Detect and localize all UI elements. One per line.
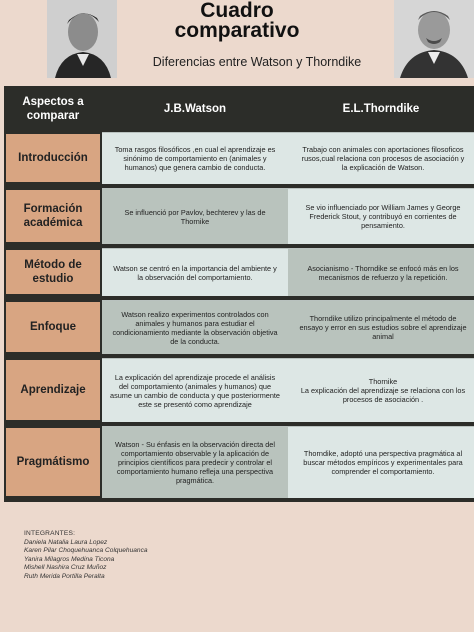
table-row (4, 358, 474, 426)
member-name: Karen Pilar Choquehuanca Colquehuanca (24, 547, 148, 555)
row-label: Formación académica (4, 188, 102, 244)
watson-cell: Watson se centró en la importancia del ambiente y la observación del comportamiento. (102, 248, 288, 296)
thorndike-cell: Trabajo con animales con aportaciones filosoficos rusos,cual relaciona con procesos de asociación y la explicación de Watson. (288, 132, 474, 184)
thorndike-cell: Asocianismo - Thorndike se enfocó más en los mecanismos de refuerzo y la repetición. (288, 248, 474, 296)
row-label: Enfoque (4, 300, 102, 354)
thorndike-cell: Se vio influenciado por William James y George Frederick Stout, y contribuyó en corrientes de pensamiento. (288, 188, 474, 244)
member-name: Yanira Milagros Medina Ticona (24, 555, 115, 563)
watson-cell: Se influenció por Pavlov, bechterev y las de Thornike (102, 188, 288, 244)
table-row (4, 248, 474, 300)
page-subtitle: Diferencias entre Watson y Thorndike (152, 55, 362, 69)
row-label: Introducción (4, 132, 102, 184)
member-name: Daniela Natalia Laura Lopez (24, 538, 108, 546)
table-row (4, 132, 474, 188)
members-label: INTEGRANTES: (24, 530, 76, 537)
header-watson: J.B.Watson (163, 103, 227, 115)
table-header (4, 86, 474, 132)
title-line-1: Cuadro (200, 0, 274, 22)
table-row (4, 188, 474, 248)
row-label: Pragmátismo (4, 426, 102, 498)
header-thorndike: E.L.Thorndike (342, 103, 420, 115)
page-title (0, 0, 474, 41)
thorndike-cell: Thorndike, adoptó una perspectiva pragmática al buscar métodos empíricos y experimentales para comprender el comportamiento. (288, 426, 474, 498)
watson-cell: Watson - Su énfasis en la observación directa del comportamiento observable y la aplicación de principios científicos para predecir y controlar el comportamiento humano refleja una perspectiva pragmática. (102, 426, 288, 498)
table-row (4, 300, 474, 358)
members-list (24, 530, 148, 582)
header-aspects: Aspectos a comparar (22, 96, 84, 122)
row-label: Aprendizaje (4, 358, 102, 422)
thorndike-cell: Thornike La explicación del aprendizaje se relaciona con los procesos de asociación . (288, 358, 474, 422)
watson-cell: Toma rasgos filosóficos ,en cual el aprendizaje es sinónimo de comportamiento en (animales y humanos) que genera cambio de conducta. (102, 132, 288, 184)
watson-cell: Watson realizo experimentos controlados con animales y humanos para estudiar el condicionamiento mediante la observación objetiva de la conducta. (102, 300, 288, 354)
member-name: Mishell Nashira Cruz Muñoz (24, 564, 107, 572)
table-row (4, 426, 474, 502)
watson-cell: La explicación del aprendizaje procede el análisis del comportamiento (animales y humanos) que asume un cambio de conducta y que posteriormente este se presentó como aprendizaje (102, 358, 288, 422)
comparison-table (4, 86, 474, 502)
row-label: Método de estudio (4, 248, 102, 296)
thorndike-cell: Thorndike utilizo principalmente el método de ensayo y error en sus estudios sobre el aprendizaje animal (288, 300, 474, 354)
title-line-2: comparativo (174, 19, 300, 42)
member-name: Ruth Merida Portilla Peralta (24, 572, 105, 580)
